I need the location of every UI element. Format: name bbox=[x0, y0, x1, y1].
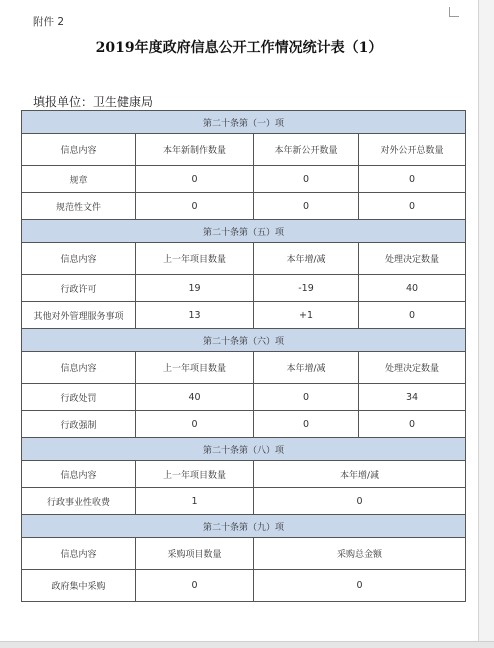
section-title: 第二十条第（五）项 bbox=[22, 220, 466, 243]
column-header: 信息内容 bbox=[22, 243, 136, 275]
table-cell: 40 bbox=[136, 384, 254, 411]
column-header: 处理决定数量 bbox=[359, 243, 466, 275]
table-cell: 0 bbox=[359, 411, 466, 438]
column-header: 本年新制作数量 bbox=[136, 134, 254, 166]
section-title: 第二十条第（八）项 bbox=[22, 438, 466, 461]
table-cell: 0 bbox=[136, 411, 254, 438]
row-label: 行政事业性收费 bbox=[22, 488, 136, 515]
document-title: 2019年度政府信息公开工作情况统计表（1） bbox=[95, 40, 383, 56]
table-cell: 19 bbox=[136, 275, 254, 302]
page-right-margin bbox=[478, 0, 494, 647]
row-label: 其他对外管理服务事项 bbox=[22, 302, 136, 329]
column-header-row bbox=[22, 352, 466, 384]
row-label: 行政许可 bbox=[22, 275, 136, 302]
column-header: 本年增/减 bbox=[254, 352, 359, 384]
section-header-row bbox=[22, 220, 466, 243]
table-cell: 0 bbox=[136, 166, 254, 193]
section-title: 第二十条第（六）项 bbox=[22, 329, 466, 352]
table-cell: 1 bbox=[136, 488, 254, 515]
column-header: 采购总金额 bbox=[254, 538, 466, 570]
column-header: 本年增/减 bbox=[254, 461, 466, 488]
column-header: 本年新公开数量 bbox=[254, 134, 359, 166]
column-header: 本年增/减 bbox=[254, 243, 359, 275]
row-label: 行政强制 bbox=[22, 411, 136, 438]
table-row bbox=[22, 193, 466, 220]
table-cell: 0 bbox=[359, 302, 466, 329]
row-label: 政府集中采购 bbox=[22, 570, 136, 602]
column-header: 处理决定数量 bbox=[359, 352, 466, 384]
section-title: 第二十条第（一）项 bbox=[22, 111, 466, 134]
statistics-table bbox=[21, 110, 466, 602]
table-cell: 0 bbox=[136, 193, 254, 220]
table-cell: 0 bbox=[254, 384, 359, 411]
row-label: 行政处罚 bbox=[22, 384, 136, 411]
table-row bbox=[22, 411, 466, 438]
column-header: 采购项目数量 bbox=[136, 538, 254, 570]
row-label: 规范性文件 bbox=[22, 193, 136, 220]
column-header: 对外公开总数量 bbox=[359, 134, 466, 166]
table-row bbox=[22, 302, 466, 329]
column-header: 上一年项目数量 bbox=[136, 352, 254, 384]
table-row bbox=[22, 488, 466, 515]
table-row bbox=[22, 275, 466, 302]
table-cell: 0 bbox=[359, 166, 466, 193]
column-header-row bbox=[22, 134, 466, 166]
table-cell: 0 bbox=[254, 570, 466, 602]
table-cell: 0 bbox=[254, 488, 466, 515]
section-header-row bbox=[22, 111, 466, 134]
table-cell: 0 bbox=[136, 570, 254, 602]
table-cell: 40 bbox=[359, 275, 466, 302]
column-header: 信息内容 bbox=[22, 538, 136, 570]
column-header: 上一年项目数量 bbox=[136, 243, 254, 275]
column-header: 信息内容 bbox=[22, 461, 136, 488]
column-header-row bbox=[22, 538, 466, 570]
table-cell: 34 bbox=[359, 384, 466, 411]
section-title: 第二十条第（九）项 bbox=[22, 515, 466, 538]
table-row bbox=[22, 384, 466, 411]
column-header: 上一年项目数量 bbox=[136, 461, 254, 488]
attachment-label: 附件 2 bbox=[33, 16, 65, 28]
table-cell: -19 bbox=[254, 275, 359, 302]
crop-mark-top-right bbox=[449, 7, 459, 17]
column-header-row bbox=[22, 461, 466, 488]
table-cell: +1 bbox=[254, 302, 359, 329]
section-header-row bbox=[22, 515, 466, 538]
table-cell: 0 bbox=[359, 193, 466, 220]
table-row bbox=[22, 570, 466, 602]
column-header-row bbox=[22, 243, 466, 275]
section-header-row bbox=[22, 438, 466, 461]
reporting-unit: 填报单位：卫生健康局 bbox=[33, 95, 154, 109]
table-cell: 13 bbox=[136, 302, 254, 329]
section-header-row bbox=[22, 329, 466, 352]
table-row bbox=[22, 166, 466, 193]
table-cell: 0 bbox=[254, 411, 359, 438]
column-header: 信息内容 bbox=[22, 134, 136, 166]
column-header: 信息内容 bbox=[22, 352, 136, 384]
table-cell: 0 bbox=[254, 193, 359, 220]
table-cell: 0 bbox=[254, 166, 359, 193]
row-label: 规章 bbox=[22, 166, 136, 193]
